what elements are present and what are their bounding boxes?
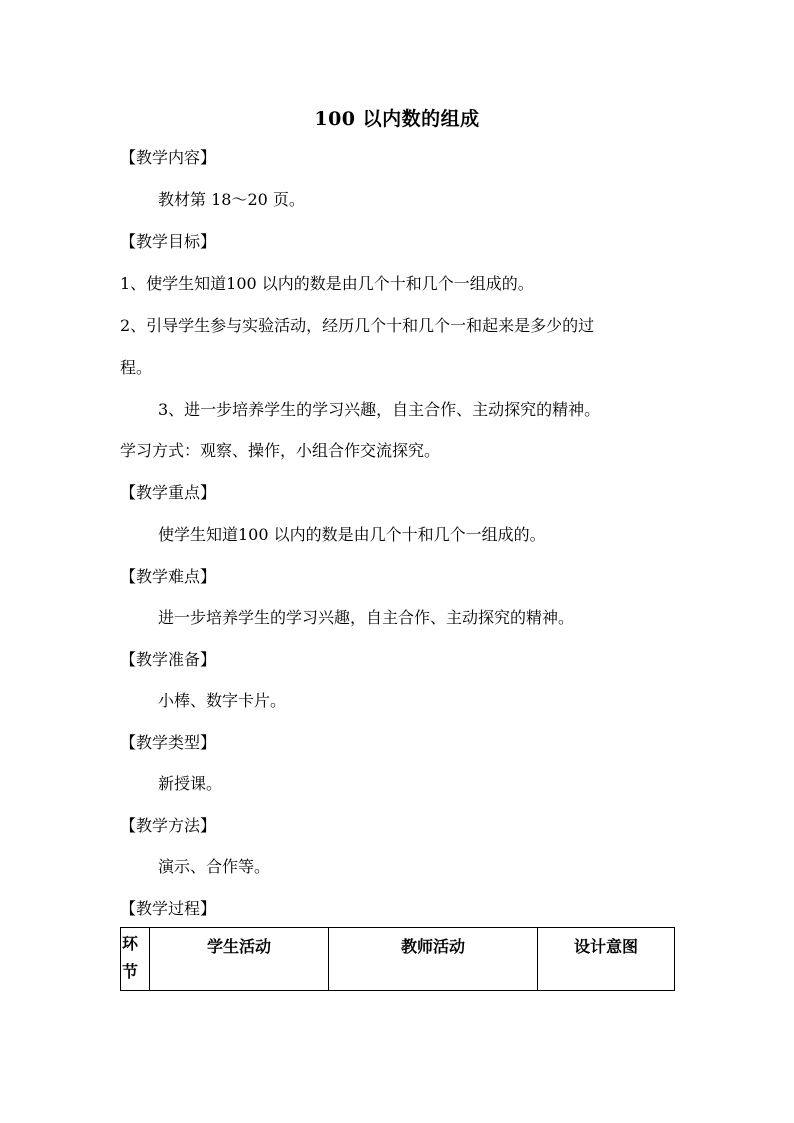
- goal-2-line-1: 2、引导学生参与实验活动，经历几个十和几个一和起来是多少的过: [120, 316, 595, 335]
- process-heading: 【教学过程】: [120, 899, 217, 918]
- goal-3: 3、进一步培养学生的学习兴趣，自主合作、主动探究的精神。: [158, 400, 601, 419]
- table-header-student-activity: 学生活动: [150, 928, 329, 990]
- key-text: 使学生知道100 以内的数是由几个十和几个一组成的。: [158, 525, 546, 544]
- content-text: 教材第 18～20 页。: [158, 190, 305, 209]
- table-header-design-intent: 设计意图: [573, 937, 638, 956]
- goal-1: 1、使学生知道100 以内的数是由几个十和几个一组成的。: [120, 274, 534, 293]
- table-header-teacher-activity: 教师活动: [329, 928, 538, 990]
- key-heading: 【教学重点】: [120, 483, 217, 502]
- table-header-stage: 环节: [121, 928, 150, 990]
- content-heading: 【教学内容】: [120, 148, 217, 167]
- difficulty-text: 进一步培养学生的学习兴趣，自主合作、主动探究的精神。: [158, 608, 575, 627]
- goal-2-line-2: 程。: [120, 358, 153, 377]
- prep-heading: 【教学准备】: [120, 650, 217, 669]
- type-text: 新授课。: [158, 774, 223, 793]
- type-heading: 【教学类型】: [120, 733, 217, 752]
- method-heading: 【教学方法】: [120, 816, 217, 835]
- method-text: 演示、合作等。: [158, 857, 271, 876]
- goals-heading: 【教学目标】: [120, 232, 217, 251]
- document-title: 100 以内数的组成: [314, 108, 480, 130]
- difficulty-heading: 【教学难点】: [120, 567, 217, 586]
- process-table: [120, 927, 675, 991]
- prep-text: 小棒、数字卡片。: [158, 691, 287, 710]
- learning-mode: 学习方式：观察、操作，小组合作交流探究。: [120, 441, 441, 460]
